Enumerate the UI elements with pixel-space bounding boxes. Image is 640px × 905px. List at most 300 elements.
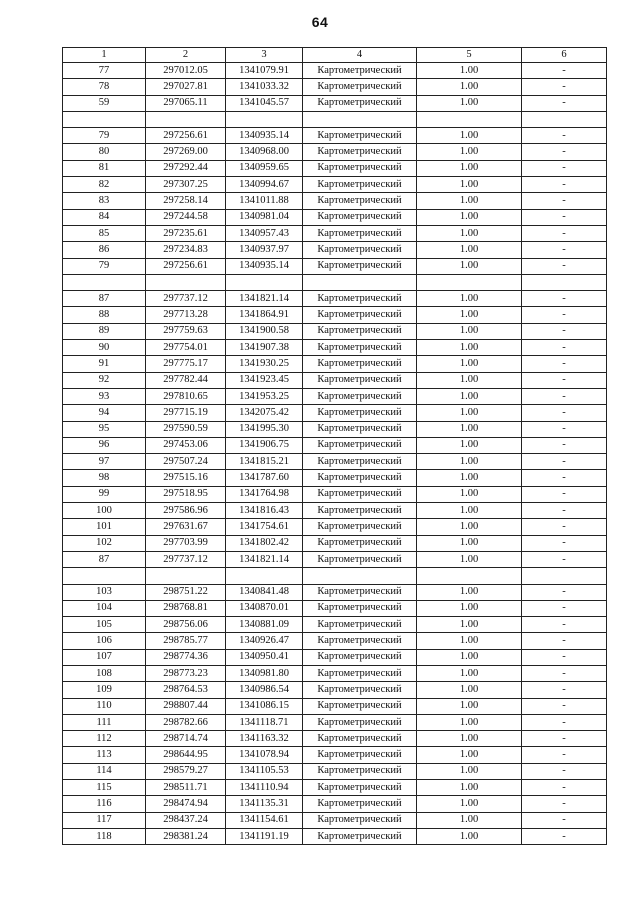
accuracy-cell: 1.00	[417, 649, 522, 665]
method-cell: Картометрический	[303, 584, 417, 600]
method-cell: Картометрический	[303, 291, 417, 307]
point-number-cell: 106	[63, 633, 146, 649]
method-cell: Картометрический	[303, 160, 417, 176]
y-coordinate-cell: 1341930.25	[226, 356, 303, 372]
point-number-cell: 87	[63, 291, 146, 307]
x-coordinate-cell: 297256.61	[146, 258, 226, 274]
table-row	[63, 747, 607, 763]
description-cell: -	[522, 63, 607, 79]
y-coordinate-cell: 1341816.43	[226, 503, 303, 519]
description-cell: -	[522, 388, 607, 404]
point-number-cell: 92	[63, 372, 146, 388]
x-coordinate-cell: 298381.24	[146, 828, 226, 844]
x-coordinate-cell: 297518.95	[146, 486, 226, 502]
column-header: 3	[226, 48, 303, 63]
method-cell: Картометрический	[303, 796, 417, 812]
y-coordinate-cell: 1341815.21	[226, 454, 303, 470]
y-coordinate-cell: 1341033.32	[226, 79, 303, 95]
description-cell: -	[522, 503, 607, 519]
x-coordinate-cell: 297256.61	[146, 128, 226, 144]
point-number-cell: 79	[63, 128, 146, 144]
method-cell: Картометрический	[303, 617, 417, 633]
point-number-cell: 100	[63, 503, 146, 519]
x-coordinate-cell: 298807.44	[146, 698, 226, 714]
accuracy-cell: 1.00	[417, 780, 522, 796]
x-coordinate-cell	[146, 111, 226, 127]
x-coordinate-cell: 297715.19	[146, 405, 226, 421]
column-header: 1	[63, 48, 146, 63]
y-coordinate-cell: 1341110.94	[226, 780, 303, 796]
description-cell: -	[522, 780, 607, 796]
accuracy-cell	[417, 274, 522, 290]
table-row	[63, 551, 607, 567]
x-coordinate-cell: 297703.99	[146, 535, 226, 551]
method-cell: Картометрический	[303, 225, 417, 241]
accuracy-cell: 1.00	[417, 600, 522, 616]
x-coordinate-cell: 298768.81	[146, 600, 226, 616]
x-coordinate-cell: 297782.44	[146, 372, 226, 388]
point-number-cell: 89	[63, 323, 146, 339]
method-cell: Картометрический	[303, 665, 417, 681]
description-cell: -	[522, 340, 607, 356]
y-coordinate-cell: 1341923.45	[226, 372, 303, 388]
y-coordinate-cell: 1341906.75	[226, 437, 303, 453]
table-row	[63, 763, 607, 779]
point-number-cell: 84	[63, 209, 146, 225]
accuracy-cell: 1.00	[417, 323, 522, 339]
table-row	[63, 372, 607, 388]
y-coordinate-cell: 1340935.14	[226, 128, 303, 144]
description-cell: -	[522, 714, 607, 730]
method-cell: Картометрический	[303, 698, 417, 714]
accuracy-cell: 1.00	[417, 698, 522, 714]
description-cell: -	[522, 600, 607, 616]
accuracy-cell: 1.00	[417, 519, 522, 535]
accuracy-cell: 1.00	[417, 242, 522, 258]
accuracy-cell: 1.00	[417, 551, 522, 567]
y-coordinate-cell: 1341011.88	[226, 193, 303, 209]
description-cell: -	[522, 584, 607, 600]
method-cell: Картометрический	[303, 323, 417, 339]
table-row	[63, 780, 607, 796]
column-header: 5	[417, 48, 522, 63]
point-number-cell: 104	[63, 600, 146, 616]
point-number-cell: 118	[63, 828, 146, 844]
point-number-cell: 94	[63, 405, 146, 421]
table-row	[63, 731, 607, 747]
method-cell: Картометрический	[303, 535, 417, 551]
description-cell: -	[522, 323, 607, 339]
x-coordinate-cell: 298785.77	[146, 633, 226, 649]
table-row	[63, 649, 607, 665]
x-coordinate-cell: 297012.05	[146, 63, 226, 79]
table-row	[63, 242, 607, 258]
point-number-cell: 117	[63, 812, 146, 828]
x-coordinate-cell: 298474.94	[146, 796, 226, 812]
table-row	[63, 812, 607, 828]
point-number-cell: 88	[63, 307, 146, 323]
table-row	[63, 535, 607, 551]
y-coordinate-cell: 1341864.91	[226, 307, 303, 323]
method-cell: Картометрический	[303, 242, 417, 258]
point-number-cell: 99	[63, 486, 146, 502]
method-cell: Картометрический	[303, 437, 417, 453]
description-cell: -	[522, 796, 607, 812]
y-coordinate-cell: 1341078.94	[226, 747, 303, 763]
table-row	[63, 698, 607, 714]
method-cell	[303, 274, 417, 290]
x-coordinate-cell: 297737.12	[146, 291, 226, 307]
table-row	[63, 95, 607, 111]
method-cell: Картометрический	[303, 421, 417, 437]
point-number-cell: 102	[63, 535, 146, 551]
method-cell: Картометрический	[303, 405, 417, 421]
accuracy-cell: 1.00	[417, 372, 522, 388]
point-number-cell: 78	[63, 79, 146, 95]
table-row	[63, 209, 607, 225]
table-row	[63, 323, 607, 339]
description-cell: -	[522, 421, 607, 437]
point-number-cell: 111	[63, 714, 146, 730]
table-row	[63, 177, 607, 193]
description-cell: -	[522, 486, 607, 502]
method-cell: Картометрический	[303, 763, 417, 779]
x-coordinate-cell: 297235.61	[146, 225, 226, 241]
description-cell: -	[522, 747, 607, 763]
accuracy-cell: 1.00	[417, 747, 522, 763]
y-coordinate-cell: 1340986.54	[226, 682, 303, 698]
y-coordinate-cell: 1341105.53	[226, 763, 303, 779]
method-cell: Картометрический	[303, 340, 417, 356]
description-cell: -	[522, 242, 607, 258]
y-coordinate-cell: 1341191.19	[226, 828, 303, 844]
accuracy-cell: 1.00	[417, 193, 522, 209]
accuracy-cell: 1.00	[417, 535, 522, 551]
accuracy-cell: 1.00	[417, 209, 522, 225]
y-coordinate-cell: 1340981.04	[226, 209, 303, 225]
x-coordinate-cell: 297590.59	[146, 421, 226, 437]
description-cell	[522, 111, 607, 127]
y-coordinate-cell: 1340981.80	[226, 665, 303, 681]
method-cell: Картометрический	[303, 551, 417, 567]
table-row	[63, 405, 607, 421]
point-number-cell: 95	[63, 421, 146, 437]
y-coordinate-cell	[226, 111, 303, 127]
x-coordinate-cell: 298751.22	[146, 584, 226, 600]
accuracy-cell: 1.00	[417, 731, 522, 747]
y-coordinate-cell	[226, 274, 303, 290]
accuracy-cell: 1.00	[417, 128, 522, 144]
accuracy-cell: 1.00	[417, 177, 522, 193]
x-coordinate-cell: 297737.12	[146, 551, 226, 567]
description-cell: -	[522, 551, 607, 567]
method-cell: Картометрический	[303, 95, 417, 111]
point-number-cell: 108	[63, 665, 146, 681]
y-coordinate-cell: 1341821.14	[226, 291, 303, 307]
method-cell: Картометрический	[303, 812, 417, 828]
description-cell: -	[522, 437, 607, 453]
accuracy-cell: 1.00	[417, 828, 522, 844]
point-number-cell: 90	[63, 340, 146, 356]
table-row	[63, 486, 607, 502]
accuracy-cell: 1.00	[417, 421, 522, 437]
point-number-cell: 105	[63, 617, 146, 633]
y-coordinate-cell: 1340870.01	[226, 600, 303, 616]
x-coordinate-cell: 298579.27	[146, 763, 226, 779]
description-cell	[522, 274, 607, 290]
method-cell: Картометрический	[303, 128, 417, 144]
description-cell: -	[522, 79, 607, 95]
method-cell: Картометрический	[303, 633, 417, 649]
x-coordinate-cell: 297258.14	[146, 193, 226, 209]
method-cell: Картометрический	[303, 307, 417, 323]
x-coordinate-cell: 297234.83	[146, 242, 226, 258]
point-number-cell: 114	[63, 763, 146, 779]
table-row	[63, 600, 607, 616]
accuracy-cell: 1.00	[417, 291, 522, 307]
accuracy-cell	[417, 111, 522, 127]
table-row	[63, 470, 607, 486]
point-number-cell: 82	[63, 177, 146, 193]
description-cell: -	[522, 519, 607, 535]
y-coordinate-cell: 1341154.61	[226, 812, 303, 828]
accuracy-cell: 1.00	[417, 160, 522, 176]
x-coordinate-cell: 297453.06	[146, 437, 226, 453]
accuracy-cell: 1.00	[417, 470, 522, 486]
point-number-cell: 85	[63, 225, 146, 241]
accuracy-cell: 1.00	[417, 503, 522, 519]
method-cell: Картометрический	[303, 503, 417, 519]
table-row	[63, 828, 607, 844]
accuracy-cell: 1.00	[417, 95, 522, 111]
description-cell: -	[522, 682, 607, 698]
method-cell: Картометрический	[303, 79, 417, 95]
point-number-cell: 109	[63, 682, 146, 698]
table-row	[63, 682, 607, 698]
y-coordinate-cell: 1340968.00	[226, 144, 303, 160]
y-coordinate-cell: 1340994.67	[226, 177, 303, 193]
description-cell: -	[522, 291, 607, 307]
page-number: 64	[311, 14, 329, 30]
point-number-cell: 103	[63, 584, 146, 600]
accuracy-cell: 1.00	[417, 714, 522, 730]
point-number-cell: 101	[63, 519, 146, 535]
accuracy-cell: 1.00	[417, 796, 522, 812]
point-number-cell: 96	[63, 437, 146, 453]
column-header: 2	[146, 48, 226, 63]
table-row	[63, 340, 607, 356]
accuracy-cell: 1.00	[417, 144, 522, 160]
description-cell: -	[522, 763, 607, 779]
method-cell: Картометрический	[303, 258, 417, 274]
point-number-cell: 79	[63, 258, 146, 274]
description-cell: -	[522, 828, 607, 844]
point-number-cell	[63, 111, 146, 127]
table-row	[63, 454, 607, 470]
method-cell: Картометрический	[303, 747, 417, 763]
description-cell: -	[522, 372, 607, 388]
x-coordinate-cell: 297754.01	[146, 340, 226, 356]
description-cell: -	[522, 356, 607, 372]
x-coordinate-cell: 298764.53	[146, 682, 226, 698]
point-number-cell: 97	[63, 454, 146, 470]
x-coordinate-cell: 297027.81	[146, 79, 226, 95]
table-body	[63, 63, 607, 845]
y-coordinate-cell: 1341900.58	[226, 323, 303, 339]
description-cell: -	[522, 633, 607, 649]
description-cell: -	[522, 405, 607, 421]
y-coordinate-cell: 1340935.14	[226, 258, 303, 274]
x-coordinate-cell: 297631.67	[146, 519, 226, 535]
x-coordinate-cell: 297775.17	[146, 356, 226, 372]
y-coordinate-cell: 1340841.48	[226, 584, 303, 600]
table-row	[63, 356, 607, 372]
x-coordinate-cell: 297810.65	[146, 388, 226, 404]
description-cell: -	[522, 144, 607, 160]
method-cell: Картометрический	[303, 144, 417, 160]
table-row	[63, 796, 607, 812]
y-coordinate-cell: 1341907.38	[226, 340, 303, 356]
description-cell: -	[522, 698, 607, 714]
accuracy-cell: 1.00	[417, 225, 522, 241]
accuracy-cell: 1.00	[417, 356, 522, 372]
method-cell: Картометрический	[303, 682, 417, 698]
accuracy-cell: 1.00	[417, 79, 522, 95]
point-number-cell: 80	[63, 144, 146, 160]
y-coordinate-cell: 1340881.09	[226, 617, 303, 633]
method-cell: Картометрический	[303, 600, 417, 616]
method-cell: Картометрический	[303, 649, 417, 665]
description-cell	[522, 568, 607, 584]
point-number-cell: 93	[63, 388, 146, 404]
x-coordinate-cell: 297269.00	[146, 144, 226, 160]
x-coordinate-cell: 297515.16	[146, 470, 226, 486]
accuracy-cell: 1.00	[417, 763, 522, 779]
y-coordinate-cell: 1341821.14	[226, 551, 303, 567]
method-cell: Картометрический	[303, 486, 417, 502]
method-cell: Картометрический	[303, 470, 417, 486]
y-coordinate-cell: 1341045.57	[226, 95, 303, 111]
x-coordinate-cell	[146, 568, 226, 584]
x-coordinate-cell: 297507.24	[146, 454, 226, 470]
accuracy-cell: 1.00	[417, 486, 522, 502]
table-row	[63, 584, 607, 600]
table-row	[63, 193, 607, 209]
x-coordinate-cell: 298437.24	[146, 812, 226, 828]
y-coordinate-cell: 1340937.97	[226, 242, 303, 258]
point-number-cell: 77	[63, 63, 146, 79]
table-row	[63, 160, 607, 176]
point-number-cell: 112	[63, 731, 146, 747]
accuracy-cell: 1.00	[417, 63, 522, 79]
accuracy-cell: 1.00	[417, 633, 522, 649]
y-coordinate-cell: 1341079.91	[226, 63, 303, 79]
table-row	[63, 421, 607, 437]
description-cell: -	[522, 95, 607, 111]
table-row	[63, 617, 607, 633]
description-cell: -	[522, 225, 607, 241]
y-coordinate-cell: 1341787.60	[226, 470, 303, 486]
table-row	[63, 258, 607, 274]
method-cell: Картометрический	[303, 714, 417, 730]
table-row	[63, 714, 607, 730]
table-row	[63, 503, 607, 519]
x-coordinate-cell: 297759.63	[146, 323, 226, 339]
method-cell: Картометрический	[303, 388, 417, 404]
table-row	[63, 437, 607, 453]
point-number-cell	[63, 568, 146, 584]
x-coordinate-cell: 298511.71	[146, 780, 226, 796]
description-cell: -	[522, 649, 607, 665]
point-number-cell: 86	[63, 242, 146, 258]
x-coordinate-cell: 298774.36	[146, 649, 226, 665]
method-cell: Картометрический	[303, 63, 417, 79]
table-row	[63, 128, 607, 144]
y-coordinate-cell: 1340957.43	[226, 225, 303, 241]
point-number-cell: 81	[63, 160, 146, 176]
description-cell: -	[522, 812, 607, 828]
x-coordinate-cell: 297586.96	[146, 503, 226, 519]
x-coordinate-cell	[146, 274, 226, 290]
description-cell: -	[522, 258, 607, 274]
table-header-row	[63, 48, 607, 63]
point-number-cell: 116	[63, 796, 146, 812]
description-cell: -	[522, 177, 607, 193]
y-coordinate-cell: 1341118.71	[226, 714, 303, 730]
method-cell: Картометрический	[303, 193, 417, 209]
x-coordinate-cell: 298714.74	[146, 731, 226, 747]
accuracy-cell: 1.00	[417, 258, 522, 274]
description-cell: -	[522, 160, 607, 176]
accuracy-cell: 1.00	[417, 617, 522, 633]
method-cell: Картометрический	[303, 372, 417, 388]
table-row	[63, 633, 607, 649]
description-cell: -	[522, 193, 607, 209]
x-coordinate-cell: 298782.66	[146, 714, 226, 730]
y-coordinate-cell: 1340926.47	[226, 633, 303, 649]
x-coordinate-cell: 298773.23	[146, 665, 226, 681]
accuracy-cell: 1.00	[417, 682, 522, 698]
point-number-cell: 83	[63, 193, 146, 209]
accuracy-cell: 1.00	[417, 307, 522, 323]
table-row	[63, 79, 607, 95]
y-coordinate-cell: 1340959.65	[226, 160, 303, 176]
method-cell: Картометрический	[303, 519, 417, 535]
y-coordinate-cell: 1341764.98	[226, 486, 303, 502]
y-coordinate-cell: 1341995.30	[226, 421, 303, 437]
table-row	[63, 274, 607, 290]
description-cell: -	[522, 128, 607, 144]
table-row	[63, 291, 607, 307]
description-cell: -	[522, 535, 607, 551]
table-row	[63, 307, 607, 323]
table-row	[63, 144, 607, 160]
table-row	[63, 63, 607, 79]
point-number-cell: 87	[63, 551, 146, 567]
y-coordinate-cell: 1341163.32	[226, 731, 303, 747]
point-number-cell: 107	[63, 649, 146, 665]
x-coordinate-cell: 298756.06	[146, 617, 226, 633]
x-coordinate-cell: 297307.25	[146, 177, 226, 193]
table-row	[63, 519, 607, 535]
y-coordinate-cell: 1340950.41	[226, 649, 303, 665]
table-row	[63, 388, 607, 404]
method-cell: Картометрический	[303, 356, 417, 372]
description-cell: -	[522, 454, 607, 470]
method-cell: Картометрический	[303, 780, 417, 796]
point-number-cell: 91	[63, 356, 146, 372]
point-number-cell	[63, 274, 146, 290]
